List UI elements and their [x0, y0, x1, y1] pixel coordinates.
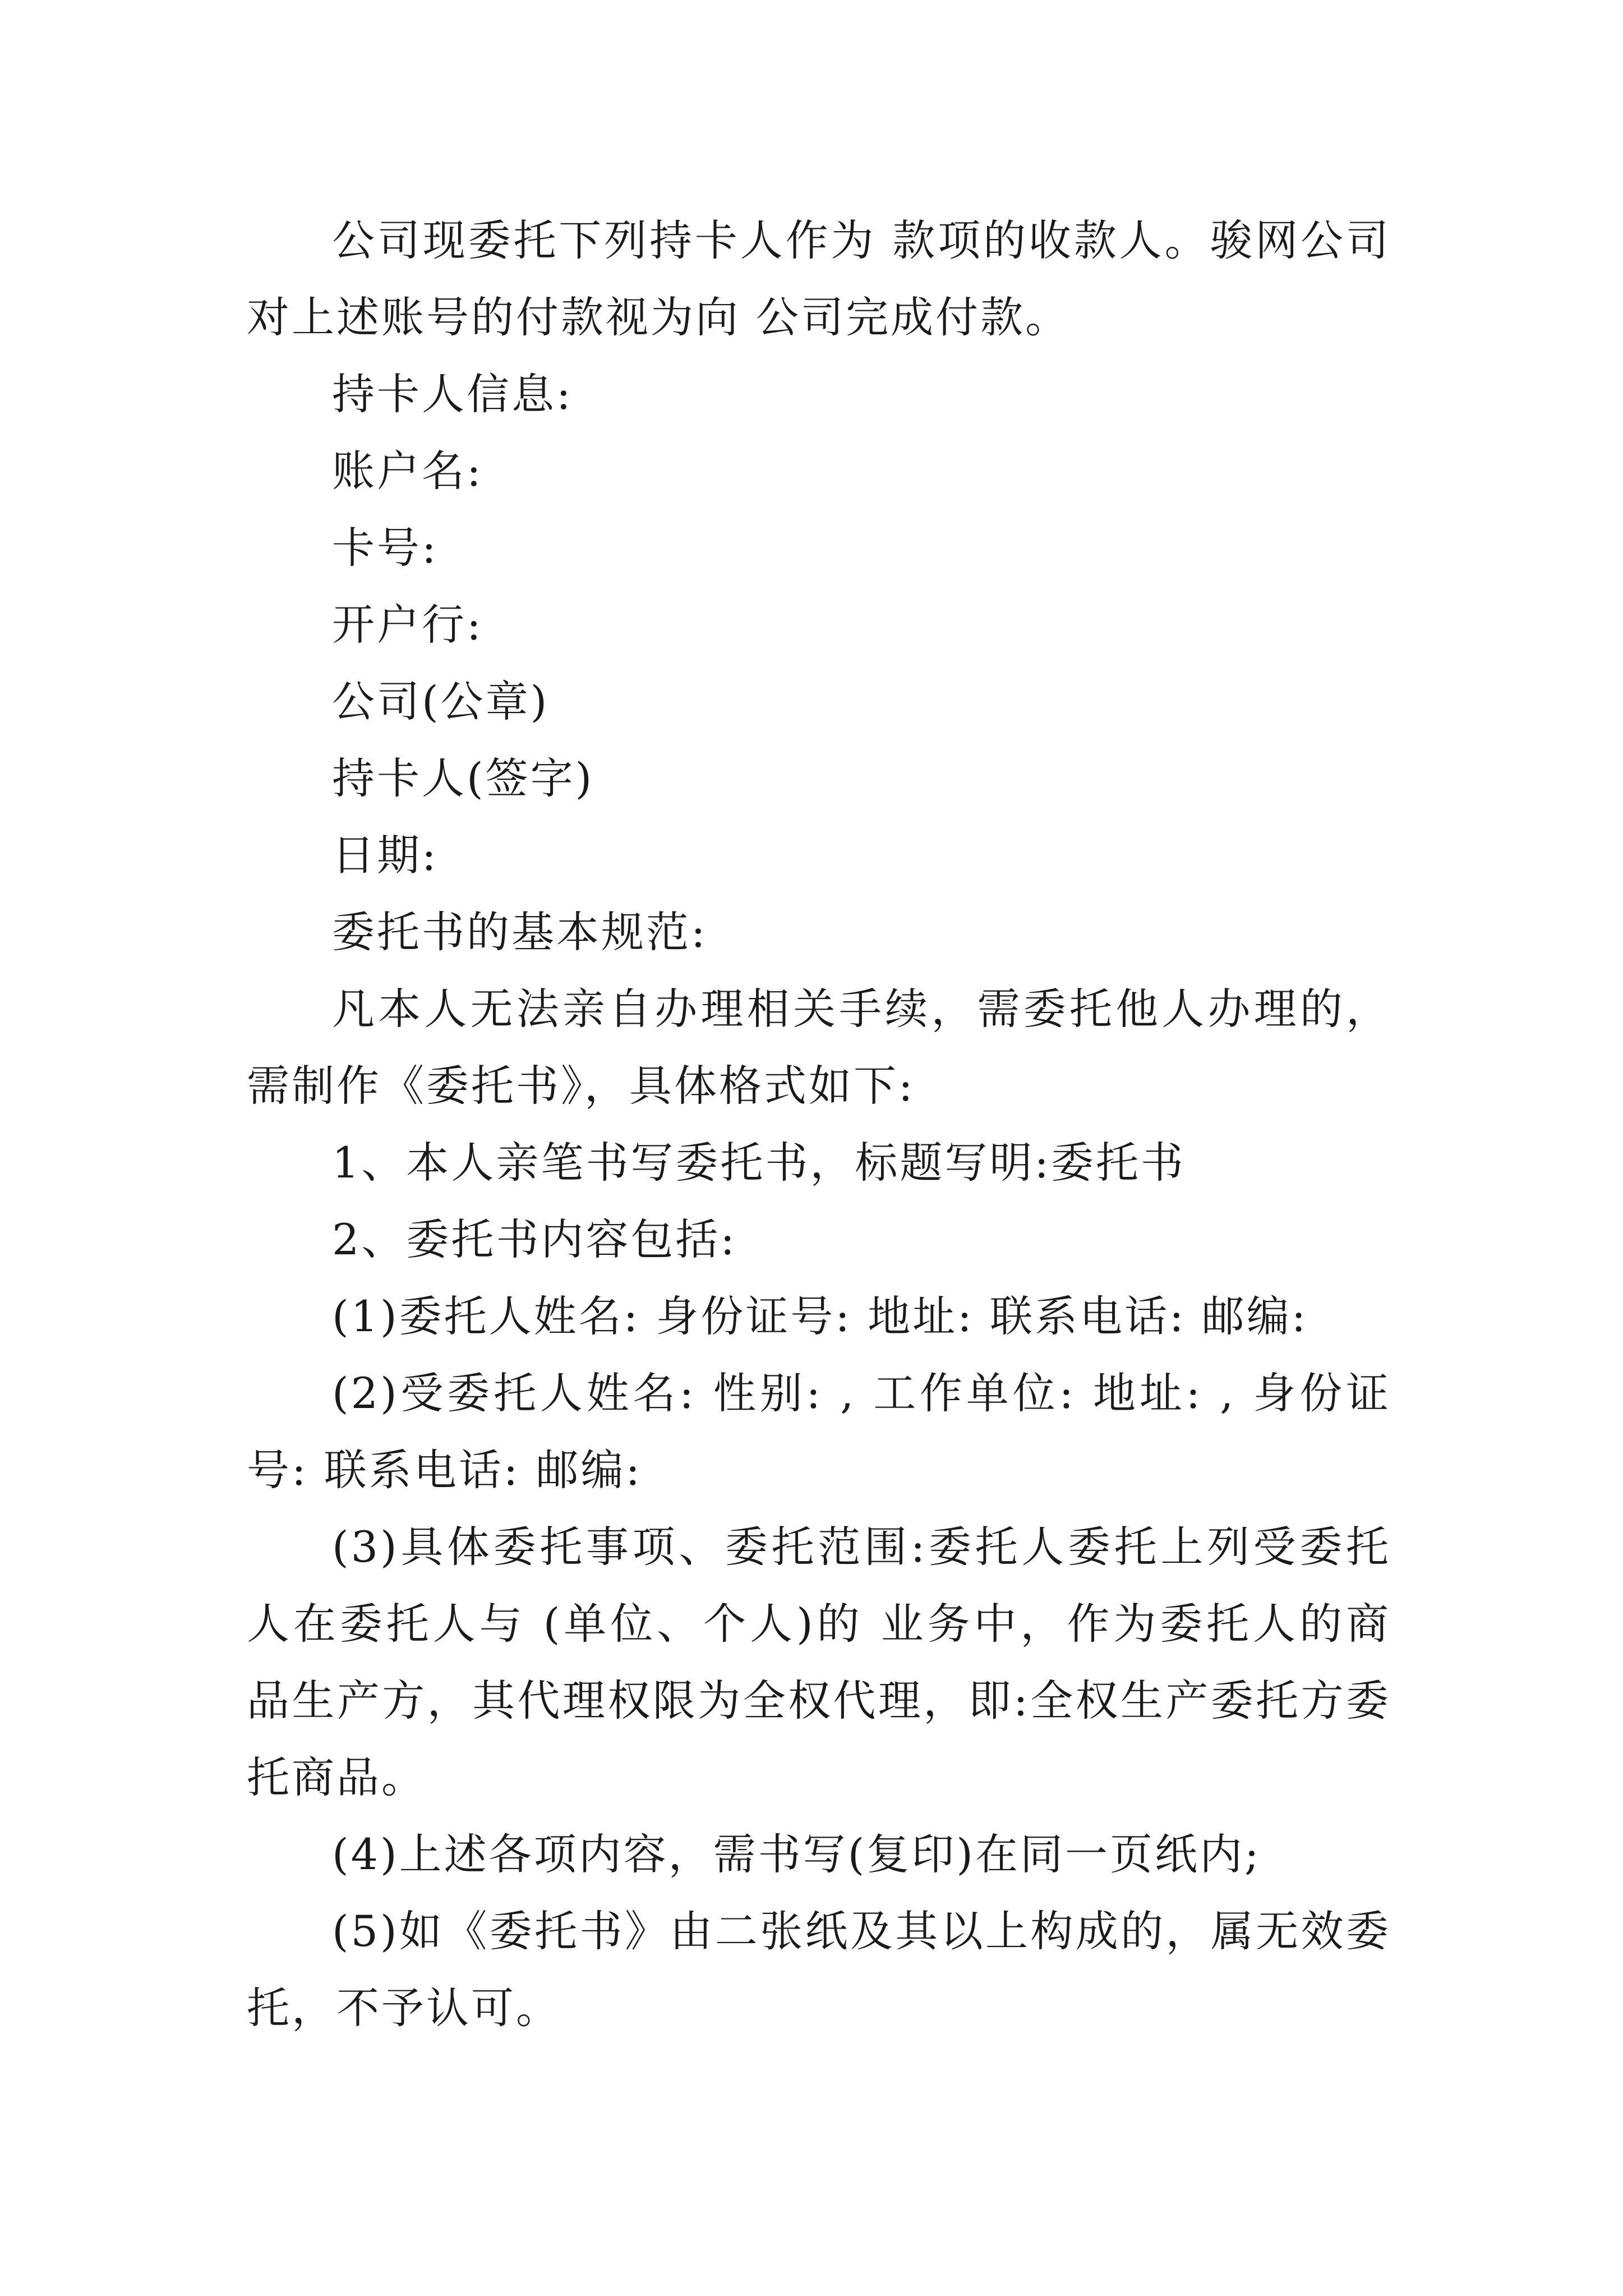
paragraph-subitem-3: (3)具体委托事项、委托范围:委托人委托上列受委托人在委托人与 (单位、个人)的 业务中，作为委托人的商品生产方，其代理权限为全权代理，即:全权生产委托方委托商品。 — [247, 1522, 1391, 1802]
paragraph-cardholder-signature: 持卡人(签字) — [332, 753, 594, 803]
paragraph-date: 日期: — [332, 830, 439, 880]
paragraph-norms-intro: 凡本人无法亲自办理相关手续，需委托他人办理的，需制作《委托书》，具体格式如下: — [247, 984, 1391, 1111]
paragraph-norms-heading: 委托书的基本规范: — [332, 907, 708, 957]
paragraph-account-name: 账户名: — [332, 446, 483, 496]
paragraph-authorization: 公司现委托下列持卡人作为 款项的收款人。骏网公司对上述账号的付款视为向 公司完成付款。 — [247, 215, 1391, 342]
paragraph-card-number: 卡号: — [332, 523, 439, 573]
paragraph-subitem-1: (1)委托人姓名: 身份证号: 地址: 联系电话: 邮编: — [332, 1291, 1308, 1341]
paragraph-company-seal: 公司(公章) — [332, 677, 550, 726]
paragraph-subitem-5: (5)如《委托书》由二张纸及其以上构成的，属无效委托，不予认可。 — [247, 1906, 1391, 2033]
paragraph-item-1: 1、本人亲笔书写委托书，标题写明:委托书 — [332, 1138, 1186, 1188]
paragraph-subitem-2: (2)受委托人姓名: 性别: , 工作单位: 地址: , 身份证号: 联系电话: 邮编: — [247, 1368, 1391, 1495]
document-body — [247, 202, 1391, 2046]
paragraph-cardholder-info: 持卡人信息: — [332, 369, 573, 419]
paragraph-item-2: 2、委托书内容包括: — [332, 1214, 737, 1264]
paragraph-bank: 开户行: — [332, 600, 483, 650]
paragraph-subitem-4: (4)上述各项内容，需书写(复印)在同一页纸内; — [332, 1829, 1261, 1879]
